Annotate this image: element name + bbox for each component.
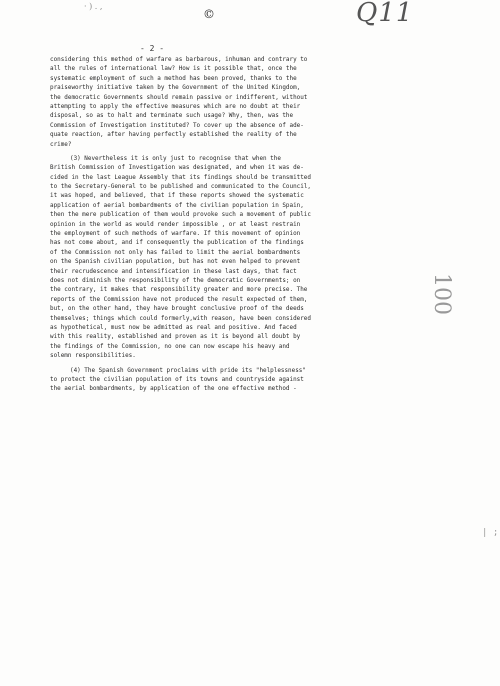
text-line: reports of the Commission have not produced the result expected of them, [50, 295, 308, 303]
text-line: as hypothetical, must now be admitted as real and positive. And faced [50, 323, 297, 331]
text-line: the findings of the Commission, no one can now escape his heavy and [50, 342, 290, 350]
top-symbol-mark: © [203, 7, 215, 21]
text-line: solemn responsibilities. [50, 352, 136, 360]
text-line: the aerial bombardments, by application of the one effective method - [50, 385, 297, 393]
text-line: does not diminish the responsibility of the democratic Governments; on [50, 276, 301, 284]
text-line: cided in the last League Assembly that its findings should be transmitted [50, 173, 311, 181]
text-line: systematic employment of such a method has been proved, thanks to the [50, 74, 297, 82]
text-line: (3) Nevertheless it is only just to recognise that when the [70, 154, 281, 162]
text-line: the employment of such methods of warfare. If this movement of opinion [50, 230, 301, 238]
text-line: then the mere publication of them would provoke such a movement of public [50, 211, 311, 219]
text-line: Commission of Investigation instituted? To cover up the absence of ade- [50, 121, 304, 129]
text-line: on the Spanish civilian population, but has not even helped to prevent [50, 258, 301, 266]
text-line: the democratic Governments should remain passive or indifferent, without [50, 93, 308, 101]
text-line: opinion in the world as would render impossible , or at least restrain [50, 220, 301, 228]
text-line: themselves; things which could formerly,with reason, have been considered [50, 314, 311, 322]
text-line: with this reality, established and proven as it is beyond all doubt by [50, 333, 301, 341]
text-line: all the rules of international law? How is it possible that, once the [50, 65, 297, 73]
text-line: British Commission of Investigation was designated, and when it was de- [50, 164, 304, 172]
text-line: quate reaction, after having perfectly established the reality of the [50, 131, 297, 139]
text-line: to protect the civilian population of its towns and countryside against [50, 375, 304, 383]
foot-mark: | ; [482, 528, 499, 538]
text-line: application of aerial bombardments of the civilian population in Spain, [50, 201, 304, 209]
text-line: attempting to apply the effective measures which are no doubt at their [50, 102, 301, 110]
text-line: has not come about, and if consequently the publication of the findings [50, 239, 304, 247]
text-line: their recrudescence and intensification in these last days, that fact [50, 267, 297, 275]
document-body [50, 55, 440, 394]
text-line: of the Commission not only has failed to limit the aerial bombardments [50, 248, 301, 256]
text-line: it was hoped, and believed, that if these reports showed the systematic [50, 192, 304, 200]
margin-note: 100 [429, 273, 454, 315]
text-line: crime? [50, 140, 72, 148]
document-reference: Q11 [356, 0, 414, 28]
text-line: disposal, so as to halt and terminate such usage? Why, then, was the [50, 112, 294, 120]
text-line: considering this method of warfare as barbarous, inhuman and contrary to [50, 56, 308, 63]
text-line: the contrary, it makes that responsibility greater and more precise. The [50, 286, 308, 294]
top-scribble: · ) . , [84, 2, 103, 11]
text-line: but, on the other hand, they have brought conclusive proof of the deeds [50, 305, 304, 313]
text-line: praiseworthy initiative taken by the Government of the United Kingdom, [50, 84, 301, 92]
text-line: to the Secretary-General to be published and communicated to the Council, [50, 183, 311, 191]
text-line: (4) The Spanish Government proclaims with pride its "helplessness" [70, 366, 306, 374]
page-number: - 2 - [140, 44, 165, 53]
